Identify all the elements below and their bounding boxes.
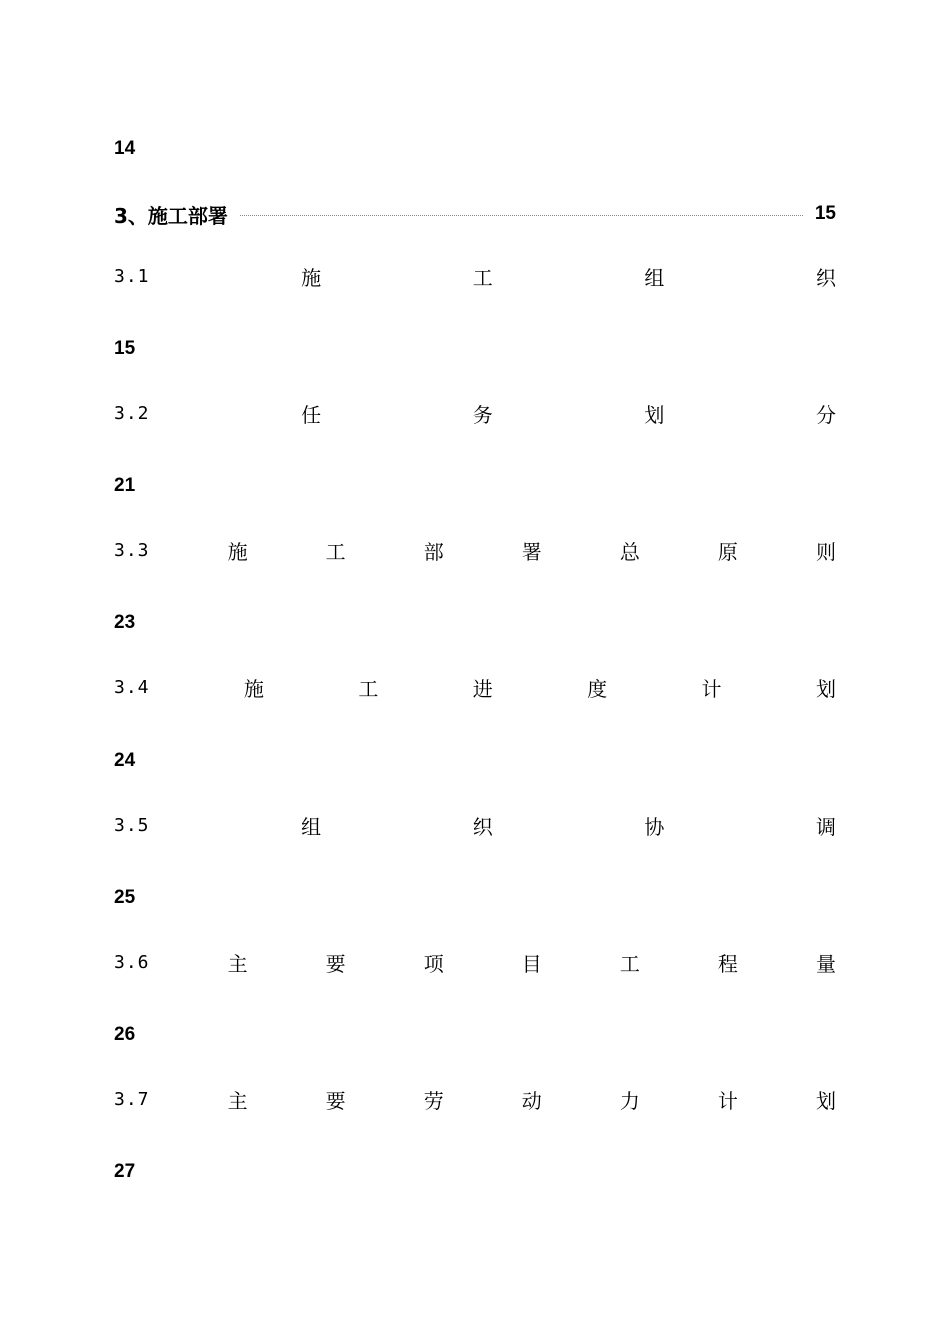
toc-entry-char: 划	[815, 1088, 836, 1113]
toc-entry-char: 署	[521, 539, 542, 564]
toc-entry-char: 调	[815, 814, 836, 839]
toc-entry-3-5[interactable]	[114, 810, 836, 840]
toc-entry-char: 要	[325, 951, 346, 976]
toc-entry-char: 主	[227, 1088, 248, 1113]
toc-entry-char: 主	[227, 951, 248, 976]
toc-entry-number: 3.4	[114, 676, 150, 698]
toc-entry-3-2[interactable]	[114, 398, 836, 428]
toc-entry-number: 3.5	[114, 814, 150, 836]
toc-entry-char: 力	[619, 1088, 640, 1113]
toc-entry-char: 划	[815, 676, 836, 701]
toc-entry-char: 进	[472, 676, 493, 701]
toc-entry-number: 3.6	[114, 951, 150, 973]
toc-entry-3-4[interactable]	[114, 672, 836, 702]
toc-entry-char: 部	[423, 539, 444, 564]
toc-entry-char: 施	[301, 265, 322, 290]
toc-entry-char: 组	[644, 265, 665, 290]
toc-entry-number: 3.7	[114, 1088, 150, 1110]
toc-entry-char: 总	[619, 539, 640, 564]
toc-entry-char: 织	[815, 265, 836, 290]
toc-entry-char: 务	[472, 402, 493, 427]
toc-entry-char: 工	[325, 539, 346, 564]
toc-entry-page: 23	[114, 612, 136, 633]
toc-entry-3-6[interactable]	[114, 947, 836, 977]
toc-entry-3-7[interactable]	[114, 1084, 836, 1114]
toc-entry-number: 3.2	[114, 402, 150, 424]
toc-entry-char: 组	[301, 814, 322, 839]
toc-entry-char: 度	[587, 676, 608, 701]
toc-entry-char: 则	[815, 539, 836, 564]
toc-entry-page: 24	[114, 750, 136, 771]
toc-entry-char: 项	[423, 951, 444, 976]
toc-heading-page: 15	[814, 203, 836, 224]
toc-entry-char: 原	[717, 539, 738, 564]
toc-entry-3-3[interactable]	[114, 535, 836, 565]
toc-heading-3[interactable]	[114, 200, 836, 228]
toc-entry-char: 计	[717, 1088, 738, 1113]
toc-entry-page: 21	[114, 475, 136, 496]
toc-entry-char: 分	[815, 402, 836, 427]
toc-entry-page: 25	[114, 887, 136, 908]
toc-entry-page: 26	[114, 1024, 136, 1045]
toc-page-number-top: 14	[114, 138, 136, 159]
toc-entry-char: 要	[325, 1088, 346, 1113]
toc-entry-char: 工	[619, 951, 640, 976]
toc-entry-page: 27	[114, 1161, 136, 1182]
toc-entry-char: 划	[644, 402, 665, 427]
toc-entry-char: 目	[521, 951, 542, 976]
toc-entry-char: 程	[717, 951, 738, 976]
toc-entry-char: 计	[701, 676, 722, 701]
toc-entry-char: 动	[521, 1088, 542, 1113]
toc-entry-char: 量	[815, 951, 836, 976]
toc-entry-char: 协	[644, 814, 665, 839]
toc-entry-char: 任	[301, 402, 322, 427]
toc-leader-dots	[240, 215, 803, 216]
toc-entry-page: 15	[114, 338, 136, 359]
toc-entry-char: 劳	[423, 1088, 444, 1113]
toc-entry-char: 施	[227, 539, 248, 564]
toc-entry-number: 3.1	[114, 265, 150, 287]
toc-heading-label: 3、施工部署	[114, 203, 228, 228]
toc-entry-3-1[interactable]	[114, 261, 836, 291]
toc-entry-char: 织	[472, 814, 493, 839]
toc-entry-char: 工	[358, 676, 379, 701]
toc-entry-char: 工	[472, 265, 493, 290]
toc-entry-char: 施	[243, 676, 264, 701]
toc-entry-number: 3.3	[114, 539, 150, 561]
